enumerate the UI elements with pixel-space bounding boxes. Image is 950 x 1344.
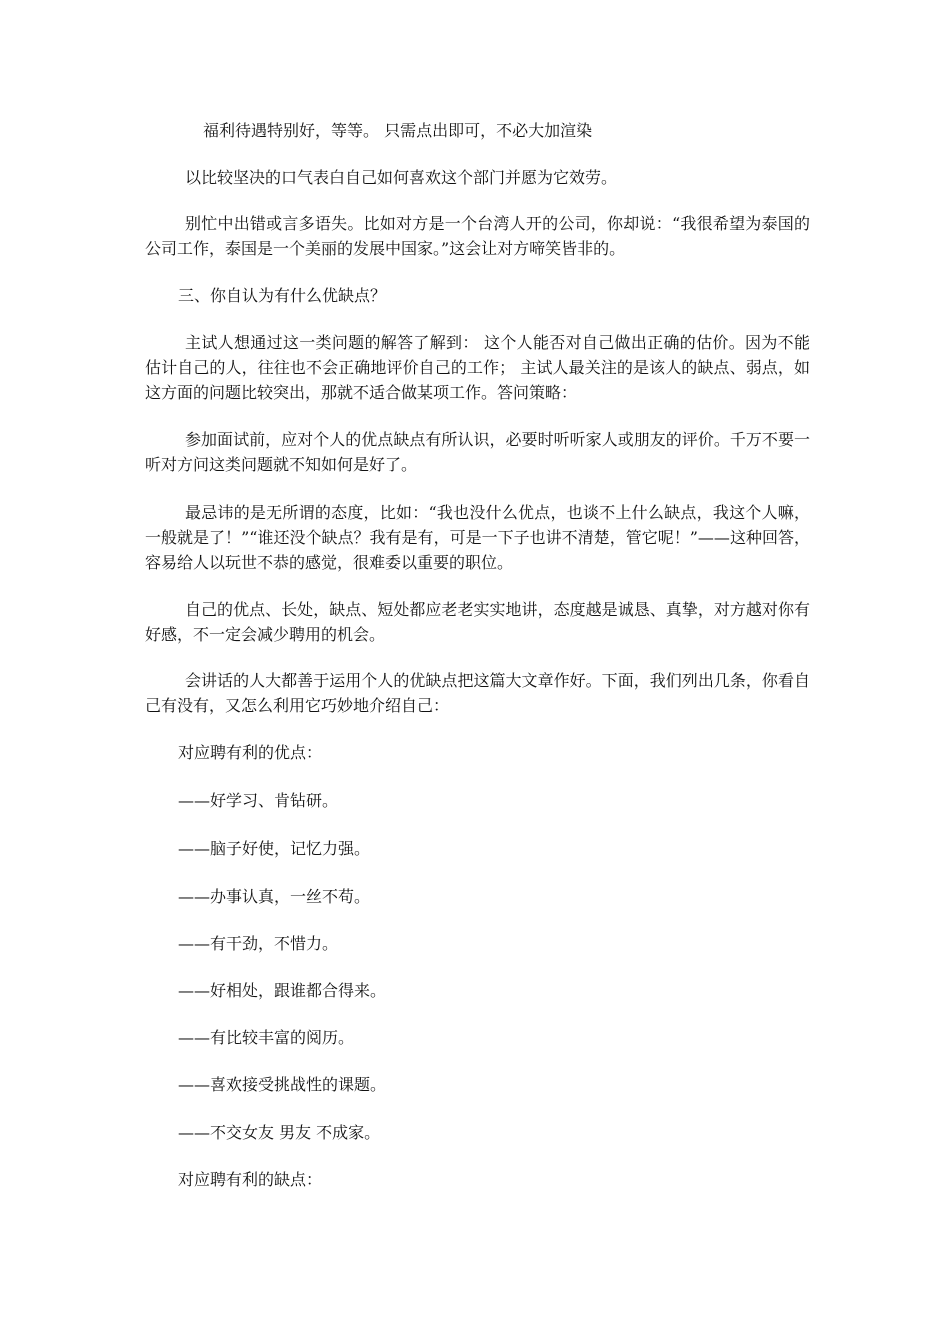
paragraph-be-honest: 自己的优点、长处，缺点、短处都应老老实实地讲，态度越是诚恳、真挚，对方越对你有好感，不一定会减少聘用的机会。 xyxy=(145,600,810,644)
paragraph-preparation: 参加面试前，应对个人的优点缺点有所认识，必要时听听家人或朋友的评价。千万不要一听对方问这类问题就不知如何是好了。 xyxy=(145,430,810,474)
paragraph-avoid-indifference: 最忌讳的是无所谓的态度，比如：“我也没什么优点，也谈不上什么缺点，我这个人嘛，一般就是了！”“谁还没个缺点？我有是有，可是一下子也讲不清楚，管它呢！”——这种回答，容易给人以玩世不恭的感觉，很难委以重要的职位。 xyxy=(145,503,810,572)
advantages-heading: 对应聘有利的优点： xyxy=(178,743,323,762)
list-item: ——脑子好使，记忆力强。 xyxy=(178,839,371,858)
paragraph-interviewer-intent: 主试人想通过这一类问题的解答了解到： 这个人能否对自己做出正确的估价。因为不能估计自己的人，往往也不会正确地评价自己的工作； 主试人最关注的是该人的缺点、弱点，如这方面的问题比较突出，那就不适合做某项工作。答问策略： xyxy=(145,333,810,402)
list-item: ——有比较丰富的阅历。 xyxy=(178,1028,355,1047)
paragraph-avoid-mistakes: 别忙中出错或言多语失。比如对方是一个台湾人开的公司，你却说：“我很希望为泰国的公司工作，泰国是一个美丽的发展中国家。”这会让对方啼笑皆非的。 xyxy=(145,214,810,258)
paragraph-benefits: 福利待遇特别好，等等。 只需点出即可，不必大加渲染 xyxy=(203,121,593,140)
list-item: ——办事认真，一丝不苟。 xyxy=(178,887,371,906)
list-item: ——不交女友 男友 不成家。 xyxy=(178,1123,381,1142)
list-item: ——好学习、肯钻研。 xyxy=(178,791,339,810)
section-heading-strengths-weaknesses: 三、你自认为有什么优缺点？ xyxy=(178,286,387,305)
list-item: ——有干劲，不惜力。 xyxy=(178,934,339,953)
paragraph-use-strengths: 会讲话的人大都善于运用个人的优缺点把这篇大文章作好。下面，我们列出几条，你看自己有没有，又怎么利用它巧妙地介绍自己： xyxy=(145,671,810,715)
paragraph-express-enthusiasm: 以比较坚决的口气表白自己如何喜欢这个部门并愿为它效劳。 xyxy=(185,168,618,187)
list-item: ——喜欢接受挑战性的课题。 xyxy=(178,1075,387,1094)
list-item: ——好相处，跟谁都合得来。 xyxy=(178,981,387,1000)
disadvantages-heading: 对应聘有利的缺点： xyxy=(178,1170,323,1189)
